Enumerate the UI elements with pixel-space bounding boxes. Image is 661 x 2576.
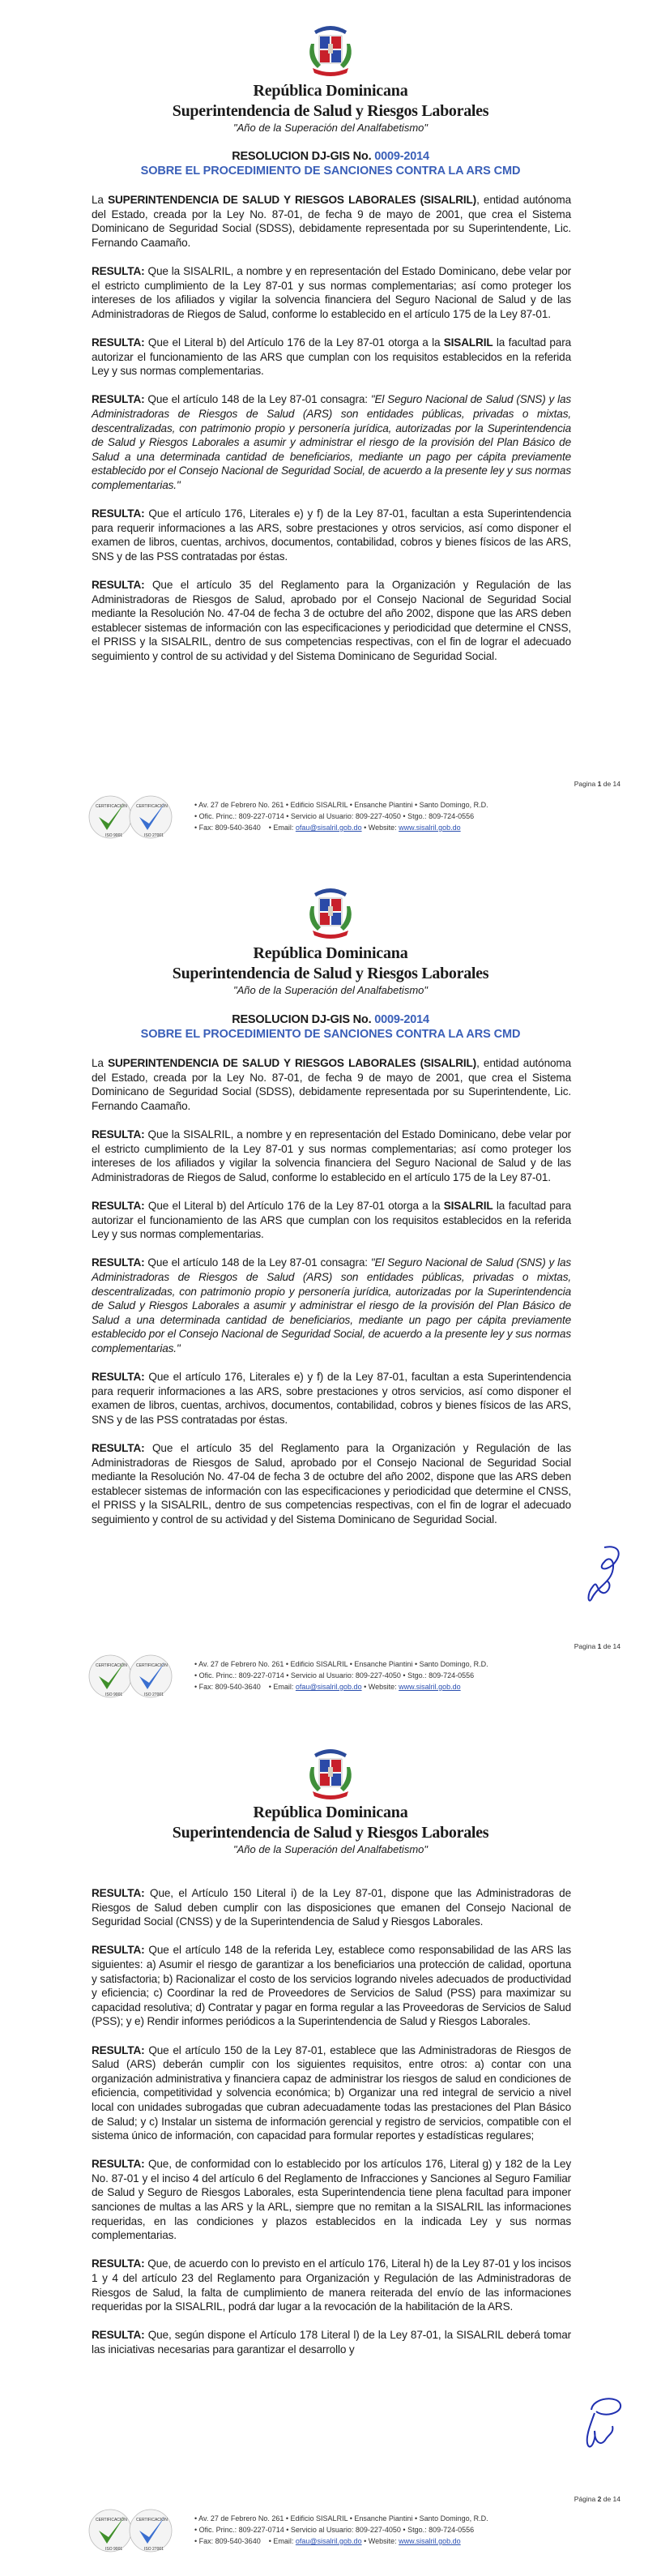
cert2-top-text: CERTIFICACIÓN — [136, 804, 168, 809]
document-page-1 — [0, 0, 661, 847]
cert2-bottom-text: ISO 27001 — [144, 833, 164, 838]
paragraph-text: Que el artículo 176, Literales e) y f) de la Ley 87-01, facultan a esta Superintendencia para requerir informaciones a las ARS, sobre prestaciones y otros servicios, así como disponer el examen de libros, cuentas, archivos, documentos, contabilidad, cobros y bienes físicos de las ARS, SNS y de las PSS contratadas por éstas. — [92, 507, 571, 563]
page-number-total: de 14 — [603, 780, 620, 788]
cert2-top-text: CERTIFICACIÓN — [136, 1663, 168, 1668]
header-agency: Superintendencia de Salud y Riesgos Laborales — [172, 102, 489, 120]
iso-27001-certification-icon — [128, 794, 173, 840]
cert1-bottom-text: ISO 9001 — [105, 1692, 123, 1697]
signature-icon — [580, 1544, 629, 1605]
paragraph-text: Que la SISALRIL, a nombre y en representación del Estado Dominicano, debe velar por el estricto cumplimiento de la Ley 87-01 y sus normas complementarias; así como proteger los intereses de los afiliados y vigilar la solvencia financiera del Seguro Nacional de Salud y de las Administradoras de Riegos de Salud, conforme lo establecido en el artículo 175 de la Ley 87-01. — [92, 264, 571, 320]
resulta-label: RESULTA: — [92, 2158, 145, 2171]
paragraph-text: Que la SISALRIL, a nombre y en representación del Estado Dominicano, debe velar por el estricto cumplimiento de la Ley 87-01 y sus normas complementarias; así como proteger los intereses de los afiliados y vigilar la solvencia financiera del Seguro Nacional de Salud y de las Administradoras de Riegos de Salud, conforme lo establecido en el artículo 175 de la Ley 87-01. — [92, 1128, 571, 1183]
page-footer — [81, 794, 583, 843]
resulta-paragraph — [92, 2157, 571, 2243]
resulta-paragraph — [92, 1886, 571, 1929]
resulta-label: RESULTA: — [92, 507, 145, 520]
footer-email-link[interactable]: ofau@sisalril.gob.do — [295, 1683, 362, 1691]
resulta-paragraph — [92, 2043, 571, 2143]
paragraph-text: Que, de conformidad con lo establecido por los artículos 176, Literal g) y 182 de la Ley No. 87-01 y el inciso 4 del artículo 6 del Reglamento de Infracciones y Sanciones al Seguro Familiar de Salud y Seguro de Riesgos Laborales, esta Superintendencia tiene plena facultad para imponer sanciones de multas a las ARS y la ARL, siempre que no remitan a la SISALRIL las informaciones requeridas, en las condiciones y plazos establecidos en la indicada Ley y sus normas complementarias. — [92, 2158, 571, 2242]
intro-prefix: La — [92, 1057, 104, 1069]
iso-27001-certification-icon — [128, 1654, 173, 1699]
document-page-3 — [0, 1706, 661, 2576]
resulta-label: RESULTA: — [92, 264, 145, 277]
paragraph-text: Que el artículo 35 del Reglamento para la Organización y Regulación de las Administradoras de Riesgos de Salud, aprobado por el Consejo Nacional de Seguridad Social mediante la Resolución No. 47-04 de fecha 3 de octubre del año 2002, dispone que las ARS deben establecer sistemas de información con las especificaciones y periodicidad que determine el CNSS, el PRISS y la SISALRIL, dentro de sus competencias respectivas, con el fin de lograr el adecuado seguimiento y control de su actividad y del Sistema Dominicano de Seguridad Social. — [92, 1442, 571, 1525]
page-footer — [81, 1654, 583, 1702]
header-country: República Dominicana — [253, 1804, 408, 1821]
footer-website-link[interactable]: www.sisalril.gob.do — [399, 1683, 461, 1691]
resolution-number: 0009-2014 — [374, 150, 429, 163]
resolution-label: RESOLUCION DJ-GIS No. — [232, 150, 372, 163]
resolution-number: 0009-2014 — [374, 1013, 429, 1026]
footer-address: • Av. 27 de Febrero No. 261 • Edificio SISALRIL • Ensanche Piantini • Santo Domingo, R.D. — [194, 1660, 488, 1668]
paragraph-text: Que el artículo 148 de la Ley 87-01 consagra: — [144, 393, 371, 406]
page-number-total: de 14 — [603, 1642, 620, 1650]
footer-phones: • Ofic. Princ.: 809-227-0714 • Servicio al Usuario: 809-227-4050 • Stgo.: 809-724-0556 — [194, 812, 475, 820]
paragraph-text: Que, según dispone el Artículo 178 Literal l) de la Ley 87-01, la SISALRIL deberá tomar las iniciativas necesarias para garantizar el desarrollo y — [92, 2329, 571, 2356]
resulta-paragraph — [92, 1441, 571, 1527]
resulta-label: RESULTA: — [92, 2043, 145, 2056]
page-number-label: Pagina — [574, 780, 596, 788]
cert1-bottom-text: ISO 9001 — [105, 833, 123, 838]
page-number-total: de 14 — [603, 2495, 620, 2503]
footer-website-link[interactable]: www.sisalril.gob.do — [399, 824, 461, 832]
document-body — [92, 1886, 571, 2371]
footer-links — [194, 822, 488, 833]
resulta-label: RESULTA: — [92, 393, 145, 406]
intro-paragraph — [92, 1056, 571, 1113]
page-number-label: Pagina — [574, 1642, 596, 1650]
paragraph-text-2: la facultad para autorizar el funcionamiento de las ARS que cumplan con los requisitos establecidos en la referida Ley y sus normas complementarias. — [92, 336, 571, 378]
header-country: República Dominicana — [253, 82, 408, 100]
footer-website-link[interactable]: www.sisalril.gob.do — [399, 2537, 461, 2545]
footer-links — [194, 1681, 488, 1692]
header-motto: "Año de la Superación del Analfabetismo" — [232, 984, 428, 996]
paragraph-text: Que el artículo 176, Literales e) y f) de la Ley 87-01, facultan a esta Superintendencia para requerir informaciones a las ARS, sobre prestaciones y otros servicios, así como disponer el examen de libros, cuentas, archivos, documentos, contabilidad, cobros y bienes físicos de las ARS, SNS y de las PSS contratadas por éstas. — [92, 1371, 571, 1426]
intro-text: , entidad autónoma del Estado, creada por la Ley No. 87-01, de fecha 9 de mayo de 2001, que crea el Sistema Dominicano de Seguridad Social (SDSS), debidamente representada por su Superintendente, Lic. Fernando Caamaño. — [92, 194, 571, 249]
page-number — [574, 1642, 620, 1650]
iso-9001-certification-icon — [87, 2508, 133, 2553]
footer-website-label: • Website: — [364, 1683, 397, 1691]
paragraph-text: Que el artículo 150 de la Ley 87-01, establece que las Administradoras de Riesgos de Salud (ARS) deberán cumplir con los siguientes requisitos, entre otros: a) contar con una organización administrativa y financiera capaz de administrar los riesgos de salud en condiciones de eficiencia, competitividad y solvencia económica; b) Organizar una red integral de servicio a nivel local con unidades subrogadas que cubran adecuadamente todas las prestaciones del Plan Básico de Salud; y c) Instalar un sistema de información gerencial y registro de servicios, compatible con el sistema único de información, con capacidad para formular reportes y estadísticas regulares; — [92, 2043, 571, 2142]
header-agency: Superintendencia de Salud y Riesgos Laborales — [172, 1824, 489, 1842]
paragraph-bold: SISALRIL — [443, 336, 493, 349]
resulta-paragraph — [92, 2328, 571, 2356]
resulta-paragraph — [92, 1199, 571, 1242]
coat-of-arms-icon — [301, 1743, 360, 1801]
resulta-label: RESULTA: — [92, 1199, 145, 1212]
resulta-paragraph — [92, 1370, 571, 1427]
resulta-paragraph — [92, 578, 571, 664]
page-number-value: 1 — [597, 780, 602, 788]
footer-links — [194, 2535, 488, 2547]
resulta-paragraph — [92, 507, 571, 563]
footer-website-label: • Website: — [364, 824, 397, 832]
document-body — [92, 1056, 571, 1541]
page-number-value: 1 — [597, 1642, 602, 1650]
paragraph-text-2: la facultad para autorizar el funcionamiento de las ARS que cumplan con los requisitos establecidos en la referida Ley y sus normas complementarias. — [92, 1199, 571, 1241]
resolution-title — [0, 150, 661, 163]
cert2-bottom-text: ISO 27001 — [144, 1692, 164, 1697]
header-motto: "Año de la Superación del Analfabetismo" — [232, 122, 428, 134]
paragraph-text: Que el Literal b) del Artículo 176 de la Ley 87-01 otorga a la — [144, 336, 444, 349]
intro-entity: SUPERINTENDENCIA DE SALUD Y RIESGOS LABORALES (SISALRIL) — [108, 1057, 477, 1069]
footer-fax: • Fax: 809-540-3640 — [194, 824, 261, 832]
resolution-title — [0, 1013, 661, 1026]
intro-prefix: La — [92, 194, 104, 206]
resulta-paragraph — [92, 336, 571, 379]
page-number-label: Página — [574, 2495, 596, 2503]
resulta-label: RESULTA: — [92, 1371, 145, 1384]
resulta-label: RESULTA: — [92, 336, 145, 349]
cert1-top-text: CERTIFICACIÓN — [96, 1663, 127, 1668]
paragraph-quote: "El Seguro Nacional de Salud (SNS) y las Administradoras de Riesgos de Salud (ARS) son entidades públicas, privadas o mixtas, descentralizadas, con patrimonio propio y personería jurídica, autorizadas por la Superintendencia de Salud y Riesgos Laborales a asumir y administrar el riesgo de la provisión del Plan Básico de Salud a una determinada cantidad de beneficiarios, mediante un pago per cápita previamente establecido por el Consejo Nacional de Seguridad Social, de acuerdo a la presente ley y sus normas complementarias." — [92, 1256, 571, 1354]
resulta-label: RESULTA: — [92, 2257, 145, 2270]
resolution-subject: SOBRE EL PROCEDIMIENTO DE SANCIONES CONTRA LA ARS CMD — [140, 1028, 521, 1041]
footer-email-label: • Email: — [268, 1683, 294, 1691]
paragraph-bold: SISALRIL — [443, 1199, 493, 1212]
footer-email-link[interactable]: ofau@sisalril.gob.do — [295, 2537, 362, 2545]
footer-fax: • Fax: 809-540-3640 — [194, 2537, 261, 2545]
paragraph-text: Que, de acuerdo con lo previsto en el artículo 176, Literal h) de la Ley 87-01 y los incisos 1 y 4 del artículo 23 del Reglamento para Organización y Regulación de las Administradoras de Riesgos de Salud, la falta de cumplimiento de manera reiterada del envío de las informaciones requeridas por la SISALRIL, podrá dar lugar a la revocación de la habilitación de la ARS. — [92, 2257, 571, 2313]
paragraph-quote: "El Seguro Nacional de Salud (SNS) y las Administradoras de Riesgos de Salud (ARS) son entidades públicas, privadas o mixtas, descentralizadas, con patrimonio propio y personería jurídica, autorizadas por la Superintendencia de Salud y Riesgos Laborales a asumir y administrar el riesgo de la provisión del Plan Básico de Salud a una determinada cantidad de beneficiarios, mediante un pago per cápita previamente establecido por el Consejo Nacional de Seguridad Social, de acuerdo a la presente ley y sus normas complementarias." — [92, 393, 571, 491]
page-number — [574, 780, 620, 788]
footer-website-label: • Website: — [364, 2537, 397, 2545]
paragraph-text: Que, el Artículo 150 Literal i) de la Ley 87-01, dispone que las Administradoras de Riesgos de Salud deben cumplir con las disposiciones que emanen del Consejo Nacional de Seguridad Social (CNSS) y de la Superintendencia de Salud y Riesgos Laborales. — [92, 1887, 571, 1928]
footer-contact — [194, 2513, 488, 2547]
paragraph-text: Que el artículo 35 del Reglamento para la Organización y Regulación de las Administradoras de Riesgos de Salud, aprobado por el Consejo Nacional de Seguridad Social mediante la Resolución No. 47-04 de fecha 3 de octubre del año 2002, dispone que las ARS deben establecer sistemas de información con las especificaciones y periodicidad que determine el CNSS, el PRISS y la SISALRIL, dentro de sus competencias respectivas, con el fin de lograr el adecuado seguimiento y control de su actividad y del Sistema Dominicano de Seguridad Social. — [92, 579, 571, 662]
resolution-subject: SOBRE EL PROCEDIMIENTO DE SANCIONES CONTRA LA ARS CMD — [140, 165, 521, 178]
page-number — [574, 2495, 620, 2503]
footer-phones: • Ofic. Princ.: 809-227-0714 • Servicio al Usuario: 809-227-4050 • Stgo.: 809-724-0556 — [194, 2526, 475, 2534]
footer-email-label: • Email: — [268, 824, 294, 832]
footer-address: • Av. 27 de Febrero No. 261 • Edificio SISALRIL • Ensanche Piantini • Santo Domingo, R.D. — [194, 2514, 488, 2523]
iso-9001-certification-icon — [87, 794, 133, 840]
iso-9001-certification-icon — [87, 1654, 133, 1699]
resulta-label: RESULTA: — [92, 1442, 145, 1455]
intro-text: , entidad autónoma del Estado, creada por la Ley No. 87-01, de fecha 9 de mayo de 2001, que crea el Sistema Dominicano de Seguridad Social (SDSS), debidamente representada por su Superintendente, Lic. Fernando Caamaño. — [92, 1057, 571, 1112]
resulta-paragraph — [92, 2257, 571, 2313]
coat-of-arms-icon — [301, 19, 360, 78]
resulta-label: RESULTA: — [92, 1887, 145, 1899]
coat-of-arms-icon — [301, 882, 360, 940]
paragraph-text: Que el artículo 148 de la Ley 87-01 consagra: — [144, 1256, 371, 1269]
intro-paragraph — [92, 193, 571, 250]
resulta-label: RESULTA: — [92, 1944, 145, 1957]
iso-27001-certification-icon — [128, 2508, 173, 2553]
paragraph-text: Que el Literal b) del Artículo 176 de la Ley 87-01 otorga a la — [144, 1199, 444, 1212]
cert1-bottom-text: ISO 9001 — [105, 2547, 123, 2552]
resulta-paragraph — [92, 1256, 571, 1355]
document-page-2 — [0, 847, 661, 1706]
header-motto: "Año de la Superación del Analfabetismo" — [232, 1843, 428, 1855]
paragraph-text: Que el artículo 148 de la referida Ley, establece como responsabilidad de las ARS las siguientes: a) Asumir el riesgo de garantizar a los beneficiarios una protección de calidad, oportuna y satisfactoria; b) Racionalizar el costo de los servicios logrando niveles adecuados de productividad y eficiencia; c) Coordinar la red de Proveedores de Servicios de Salud (PSS) para maximizar su capacidad resolutiva; d) Contratar y pagar en forma regular a las Proveedoras de Servicios de Salud (PSS); y e) Rendir informes periódicos a la Superintendencia de Salud y Riesgos Laborales. — [92, 1944, 571, 2028]
resulta-paragraph — [92, 1943, 571, 2029]
resulta-label: RESULTA: — [92, 579, 145, 592]
page-footer — [81, 2508, 583, 2557]
resulta-paragraph — [92, 392, 571, 492]
resulta-paragraph — [92, 1128, 571, 1184]
intro-entity: SUPERINTENDENCIA DE SALUD Y RIESGOS LABORALES (SISALRIL) — [108, 194, 477, 206]
resulta-paragraph — [92, 264, 571, 321]
header-agency: Superintendencia de Salud y Riesgos Laborales — [172, 965, 489, 982]
cert1-top-text: CERTIFICACIÓN — [96, 2518, 127, 2523]
cert1-top-text: CERTIFICACIÓN — [96, 804, 127, 809]
resulta-label: RESULTA: — [92, 2329, 145, 2342]
page-number-value: 2 — [597, 2495, 602, 2503]
resolution-label: RESOLUCION DJ-GIS No. — [232, 1013, 372, 1026]
cert2-bottom-text: ISO 27001 — [144, 2547, 164, 2552]
footer-contact — [194, 1658, 488, 1692]
resulta-label: RESULTA: — [92, 1128, 145, 1140]
footer-email-label: • Email: — [268, 2537, 294, 2545]
signature-icon — [577, 2394, 625, 2454]
resulta-label: RESULTA: — [92, 1256, 145, 1269]
cert2-top-text: CERTIFICACIÓN — [136, 2518, 168, 2523]
footer-contact — [194, 799, 488, 833]
footer-phones: • Ofic. Princ.: 809-227-0714 • Servicio al Usuario: 809-227-4050 • Stgo.: 809-724-0556 — [194, 1671, 475, 1680]
footer-address: • Av. 27 de Febrero No. 261 • Edificio SISALRIL • Ensanche Piantini • Santo Domingo, R.D. — [194, 801, 488, 809]
footer-fax: • Fax: 809-540-3640 — [194, 1683, 261, 1691]
header-country: República Dominicana — [253, 944, 408, 962]
footer-email-link[interactable]: ofau@sisalril.gob.do — [295, 824, 362, 832]
document-body — [92, 193, 571, 678]
